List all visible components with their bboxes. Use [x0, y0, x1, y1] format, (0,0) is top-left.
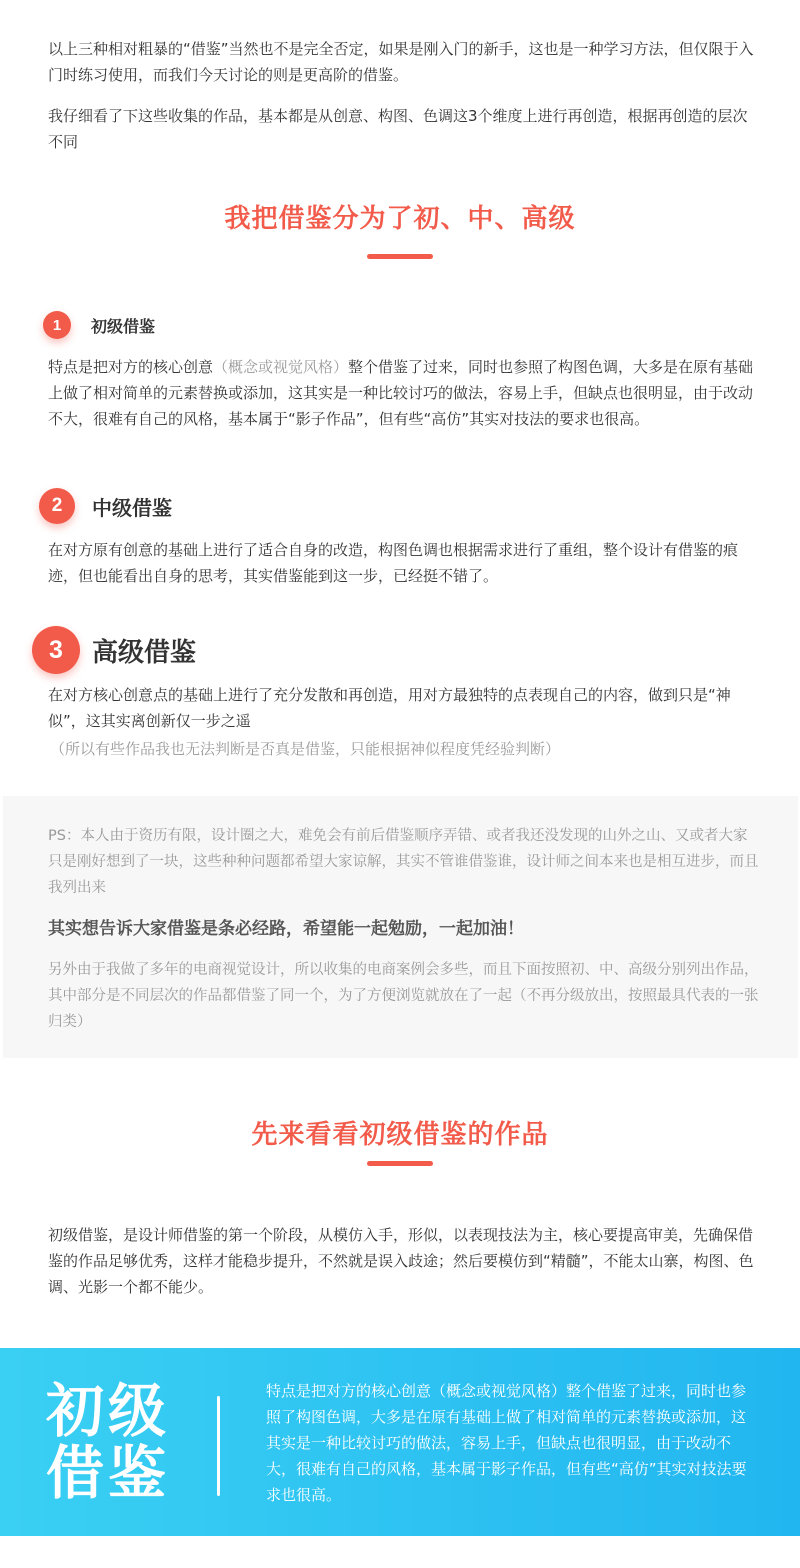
- level-1-desc-note: （概念或视觉风格）: [213, 358, 349, 376]
- level-1-header: [43, 311, 155, 339]
- level-1-desc-pre: 特点是把对方的核心创意: [48, 358, 214, 376]
- level-2-label: 中级借鉴: [92, 495, 172, 520]
- title-underline: [367, 254, 433, 259]
- level-3-header: [32, 626, 196, 674]
- banner-text: 特点是把对方的核心创意（概念或视觉风格）整个借鉴了过来，同时也参照了构图色调，大多是在原有基础上做了相对简单的元素替换或添加，这其实是一种比较讨巧的做法，容易上手，但缺点也很明显，由于改动不大，很难有自己的风格，基本属于影子作品，但有些“高仿”其实对技法要求也很高。: [266, 1382, 747, 1504]
- section-title-levels: 我把借鉴分为了初、中、高级: [224, 204, 576, 234]
- level-3-note: （所以有些作品我也无法判断是否真是借鉴，只能根据神似程度凭经验判断）: [50, 740, 561, 758]
- ps-paragraph-2: 另外由于我做了多年的电商视觉设计，所以收集的电商案例会多些，而且下面按照初、中、高级分别列出作品，其中部分是不同层次的作品都借鉴了同一个，为了方便浏览就放在了一起（不再分级放出，按照最具代表的一张归类）: [48, 962, 759, 1030]
- intro-paragraph-1: 以上三种相对粗暴的“借鉴”当然也不是完全否定，如果是刚入门的新手，这也是一种学习方法，但仅限于入门时练习使用，而我们今天讨论的则是更高阶的借鉴。: [48, 40, 754, 84]
- level-2-badge: 2: [39, 488, 75, 524]
- level-2-header: [39, 488, 172, 524]
- level-3-label: 高级借鉴: [92, 637, 197, 668]
- section-title-primary-works: 先来看看初级借鉴的作品: [251, 1120, 549, 1150]
- banner-title-line-1: 初级: [46, 1377, 171, 1445]
- intro-paragraph-2: 我仔细看了下这些收集的作品，基本都是从创意、构图、色调这3个维度上进行再创造，根据再创造的层次不同: [48, 107, 748, 151]
- level-1-desc-post: 整个借鉴了过来，同时也参照了构图色调，大多是在原有基础上做了相对简单的元素替换或添加，这其实是一种比较讨巧的做法，容易上手，但缺点也很明显，由于改动不大，很难有自己的风格，基本属于“影子作品”，但有些“高仿”其实对技法的要求也很高。: [48, 358, 754, 428]
- banner-title-line-2: 借鉴: [46, 1439, 171, 1507]
- ps-emphasis: 其实想告诉大家借鉴是条必经路，希望能一起勉励，一起加油！: [48, 919, 524, 939]
- level-1-label: 初级借鉴: [91, 316, 156, 336]
- level-3-badge: 3: [32, 626, 80, 674]
- level-3-description: 在对方核心创意点的基础上进行了充分发散和再创造，用对方最独特的点表现自己的内容，做到只是“神似”，这其实离创新仅一步之遥: [48, 686, 731, 730]
- ps-paragraph-1: PS：本人由于资历有限，设计圈之大，难免会有前后借鉴顺序弄错、或者我还没发现的山外之山、又或者大家只是刚好想到了一块，这些种种问题都希望大家谅解，其实不管谁借鉴谁，设计师之间本来也是相互进步，而且我列出来: [48, 828, 759, 896]
- primary-intro-paragraph: 初级借鉴，是设计师借鉴的第一个阶段，从模仿入手，形似，以表现技法为主，核心要提高审美，先确保借鉴的作品足够优秀，这样才能稳步提升，不然就是误入歧途；然后要模仿到“精髓”，不能太山寨，构图、色调、光影一个都不能少。: [48, 1226, 754, 1296]
- primary-banner: [0, 1348, 800, 1536]
- level-2-description: 在对方原有创意的基础上进行了适合自身的改造，构图色调也根据需求进行了重组，整个设计有借鉴的痕迹，但也能看出自身的思考，其实借鉴能到这一步，已经挺不错了。: [48, 541, 739, 585]
- title-underline-2: [367, 1161, 433, 1166]
- level-1-description: [48, 354, 760, 432]
- level-1-badge: 1: [43, 311, 71, 339]
- banner-divider: [217, 1396, 220, 1496]
